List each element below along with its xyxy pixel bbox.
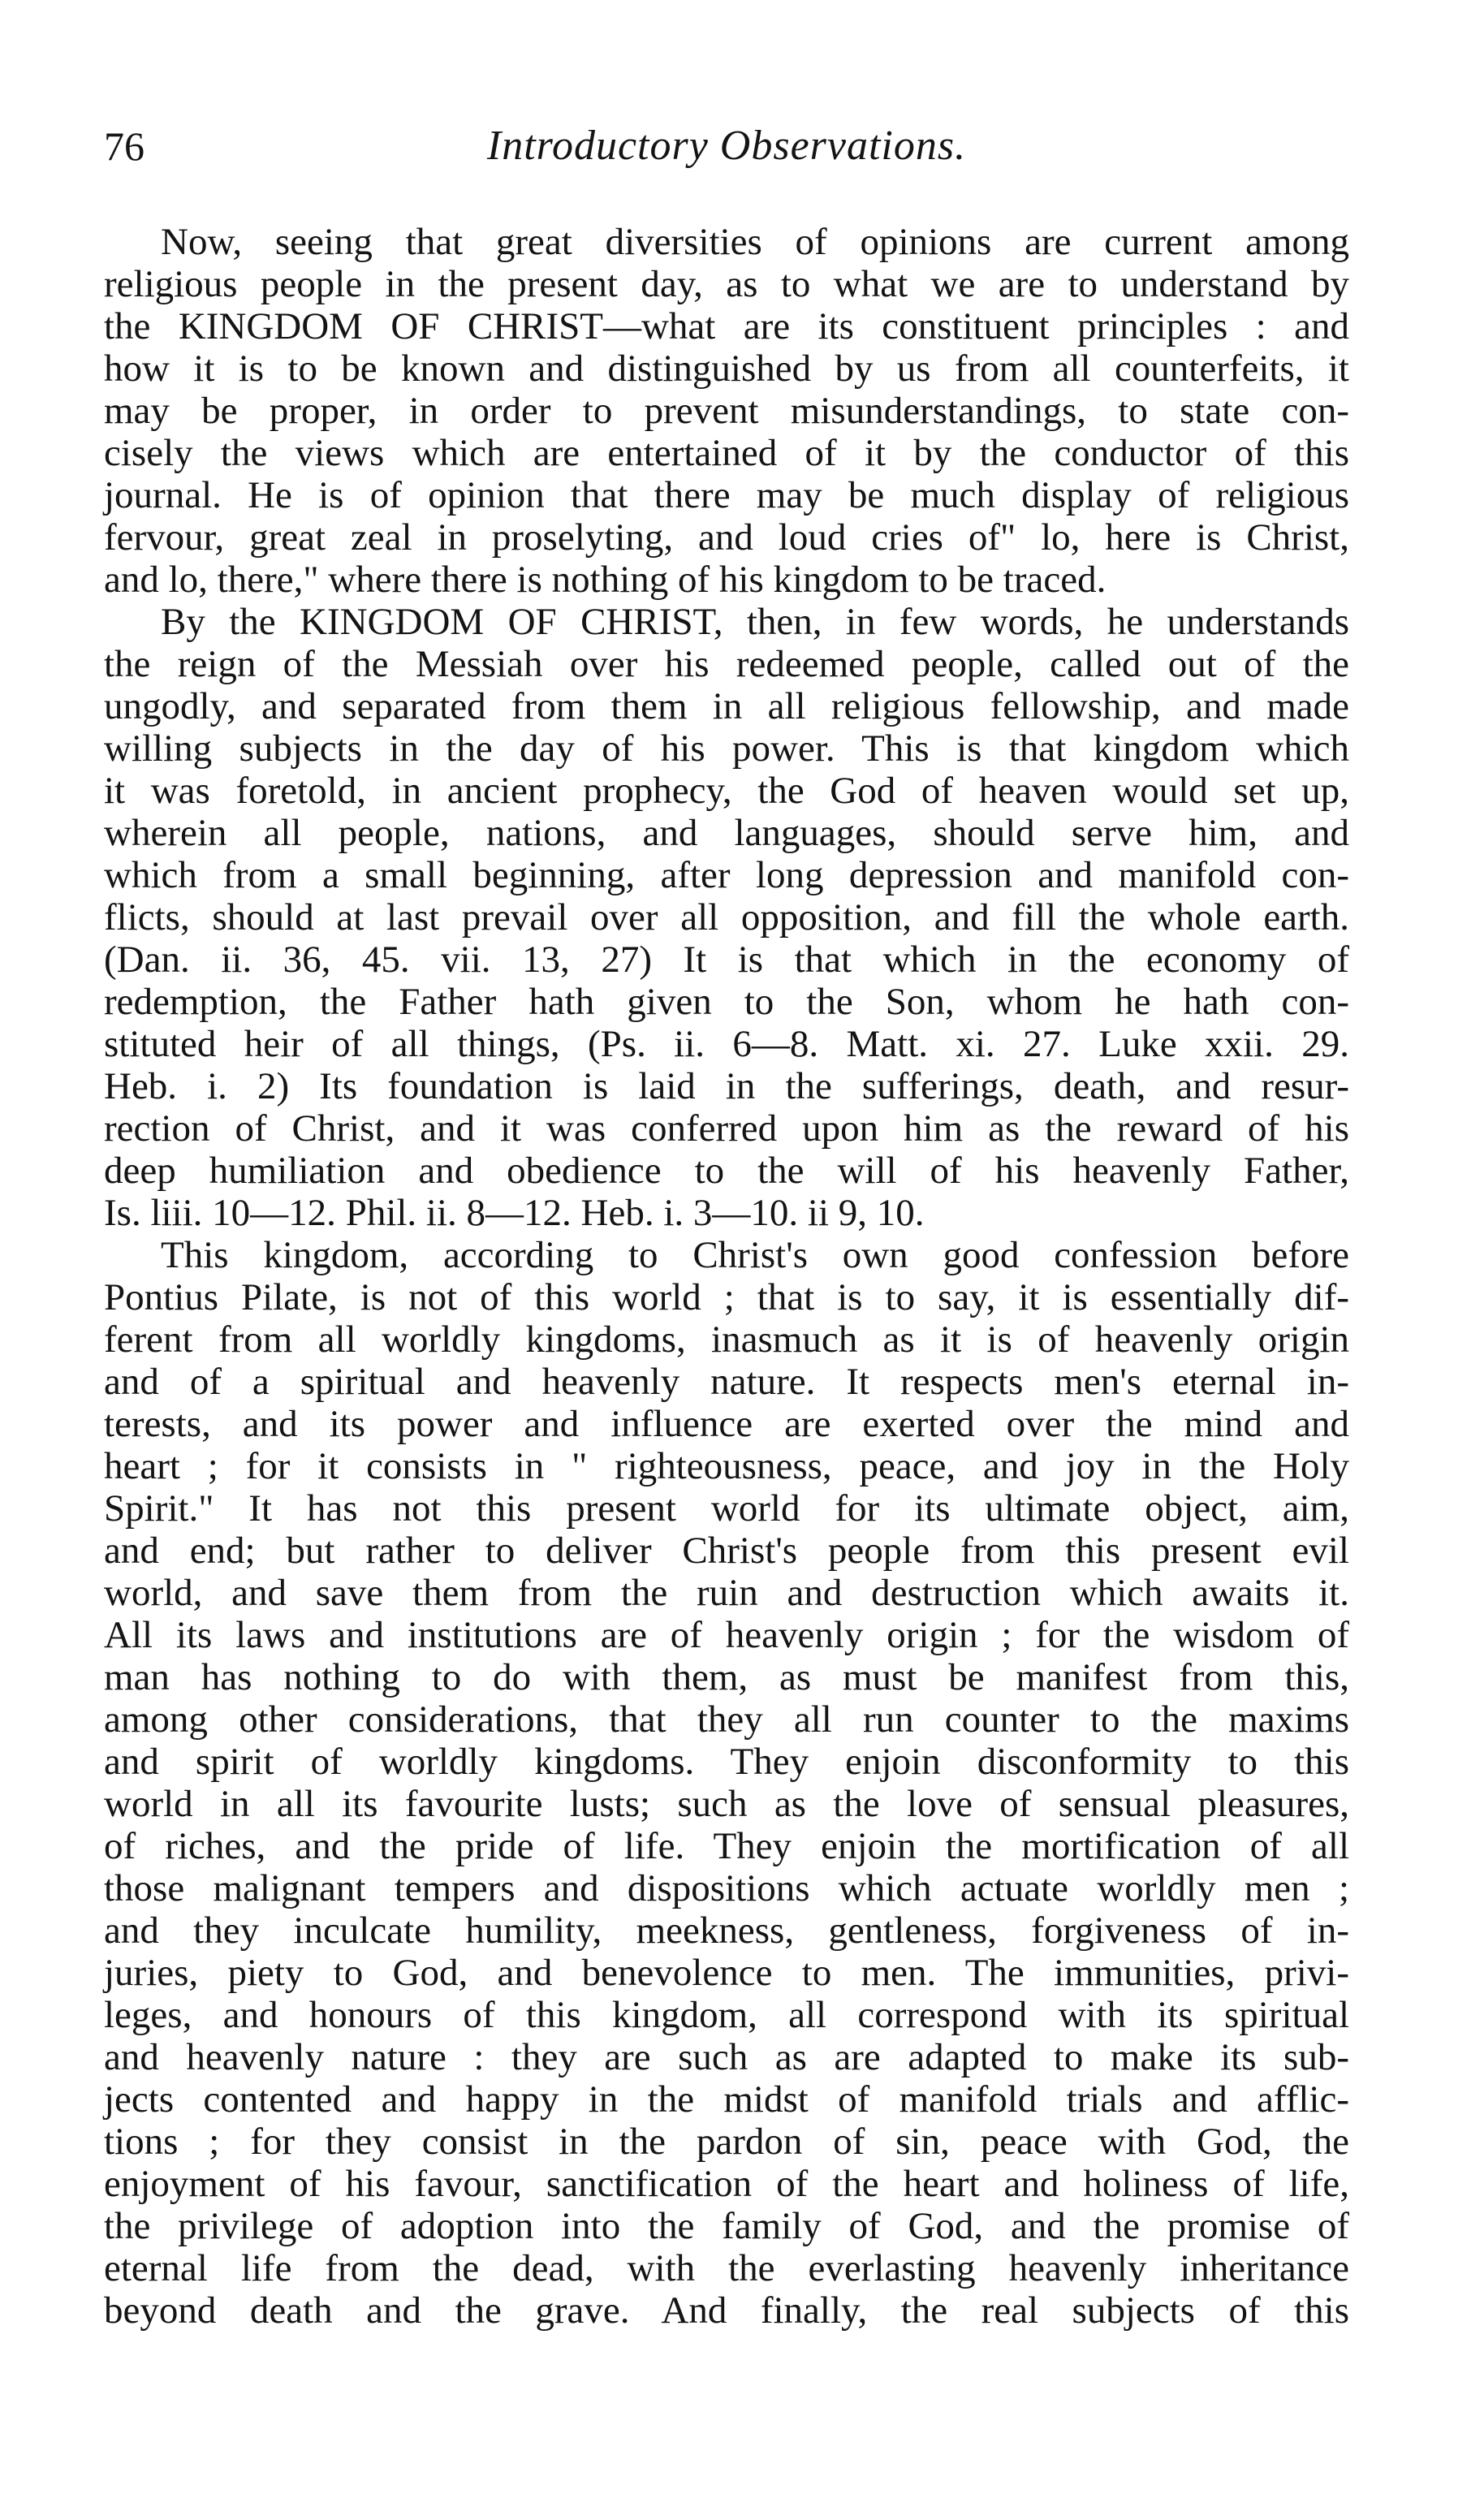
text-line: fervour, great zeal in proselyting, and loud cries of" lo, here is Christ,	[104, 516, 1349, 559]
text-line: leges, and honours of this kingdom, all correspond with its spiritual	[104, 1994, 1349, 2036]
text-line: and lo, there," where there is nothing of his kingdom to be traced.	[104, 559, 1107, 601]
text-line: Now, seeing that great diversities of opinions are current among	[161, 221, 1349, 263]
text-line: and spirit of worldly kingdoms. They enjoin disconformity to this	[104, 1741, 1349, 1783]
running-title: Introductory Observations.	[486, 123, 967, 169]
text-line: All its laws and institutions are of heavenly origin ; for the wisdom of	[104, 1614, 1349, 1656]
text-line: tions ; for they consist in the pardon of sin, peace with God, the	[104, 2121, 1349, 2163]
text-line: journal. He is of opinion that there may be much display of religious	[104, 474, 1349, 516]
text-line: of riches, and the pride of life. They enjoin the mortification of all	[104, 1825, 1349, 1867]
text-line: religious people in the present day, as to what we are to understand by	[104, 263, 1349, 305]
text-line: ungodly, and separated from them in all religious fellowship, and made	[104, 685, 1349, 727]
text-line: terests, and its power and influence are exerted over the mind and	[104, 1403, 1349, 1445]
text-line: (Dan. ii. 36, 45. vii. 13, 27) It is that which in the economy of	[104, 939, 1349, 981]
text-line: stituted heir of all things, (Ps. ii. 6—8. Matt. xi. 27. Luke xxii. 29.	[104, 1023, 1349, 1065]
text-line: Spirit." It has not this present world for its ultimate object, aim,	[104, 1487, 1349, 1530]
text-line: enjoyment of his favour, sanctification of the heart and holiness of life,	[104, 2163, 1349, 2205]
text-line: By the KINGDOM OF CHRIST, then, in few words, he understands	[161, 601, 1349, 643]
text-line: wherein all people, nations, and languages, should serve him, and	[104, 812, 1349, 854]
text-line: Heb. i. 2) Its foundation is laid in the sufferings, death, and resur-	[104, 1065, 1349, 1107]
text-line: jects contented and happy in the midst of manifold trials and afflic-	[104, 2078, 1349, 2121]
body-text	[104, 221, 1349, 2332]
text-line: Is. liii. 10—12. Phil. ii. 8—12. Heb. i. 3—10. ii 9, 10.	[104, 1192, 925, 1234]
text-line: rection of Christ, and it was conferred upon him as the reward of his	[104, 1107, 1349, 1150]
text-line: it was foretold, in ancient prophecy, the God of heaven would set up,	[104, 770, 1349, 812]
text-line: eternal life from the dead, with the everlasting heavenly inheritance	[104, 2247, 1349, 2289]
text-line: world in all its favourite lusts; such as the love of sensual pleasures,	[104, 1783, 1349, 1825]
text-line: among other considerations, that they all run counter to the maxims	[104, 1698, 1349, 1741]
text-line: cisely the views which are entertained of it by the conductor of this	[104, 432, 1349, 474]
text-line: those malignant tempers and dispositions which actuate worldly men ;	[104, 1867, 1349, 1909]
text-line: how it is to be known and distinguished by us from all counterfeits, it	[104, 347, 1349, 390]
text-line: heart ; for it consists in " righteousness, peace, and joy in the Holy	[104, 1445, 1349, 1487]
text-line: Pontius Pilate, is not of this world ; that is to say, it is essentially dif-	[104, 1276, 1349, 1318]
text-line: juries, piety to God, and benevolence to men. The immunities, privi-	[104, 1952, 1349, 1994]
text-line: may be proper, in order to prevent misunderstandings, to state con-	[104, 390, 1349, 432]
text-line: and end; but rather to deliver Christ's people from this present evil	[104, 1530, 1349, 1572]
text-line: world, and save them from the ruin and destruction which awaits it.	[104, 1572, 1349, 1614]
text-line: ferent from all worldly kingdoms, inasmuch as it is of heavenly origin	[104, 1318, 1349, 1361]
text-line: and heavenly nature : they are such as are adapted to make its sub-	[104, 2036, 1349, 2078]
text-line: which from a small beginning, after long depression and manifold con-	[104, 854, 1349, 896]
text-line: and they inculcate humility, meekness, gentleness, forgiveness of in-	[104, 1909, 1349, 1952]
text-line: This kingdom, according to Christ's own good confession before	[161, 1234, 1349, 1276]
text-line: redemption, the Father hath given to the Son, whom he hath con-	[104, 981, 1349, 1023]
text-line: the reign of the Messiah over his redeemed people, called out of the	[104, 643, 1349, 685]
text-line: deep humiliation and obedience to the will of his heavenly Father,	[104, 1150, 1349, 1192]
text-line: willing subjects in the day of his power. This is that kingdom which	[104, 727, 1349, 770]
text-line: the KINGDOM OF CHRIST—what are its constituent principles : and	[104, 305, 1349, 347]
text-line: man has nothing to do with them, as must be manifest from this,	[104, 1656, 1349, 1698]
text-line: flicts, should at last prevail over all opposition, and fill the whole earth.	[104, 896, 1349, 939]
text-line: and of a spiritual and heavenly nature. It respects men's eternal in-	[104, 1361, 1349, 1403]
text-line: beyond death and the grave. And finally, the real subjects of this	[104, 2289, 1349, 2332]
page-number: 76	[104, 123, 145, 169]
text-line: the privilege of adoption into the family of God, and the promise of	[104, 2205, 1349, 2247]
page-header	[104, 122, 1349, 187]
